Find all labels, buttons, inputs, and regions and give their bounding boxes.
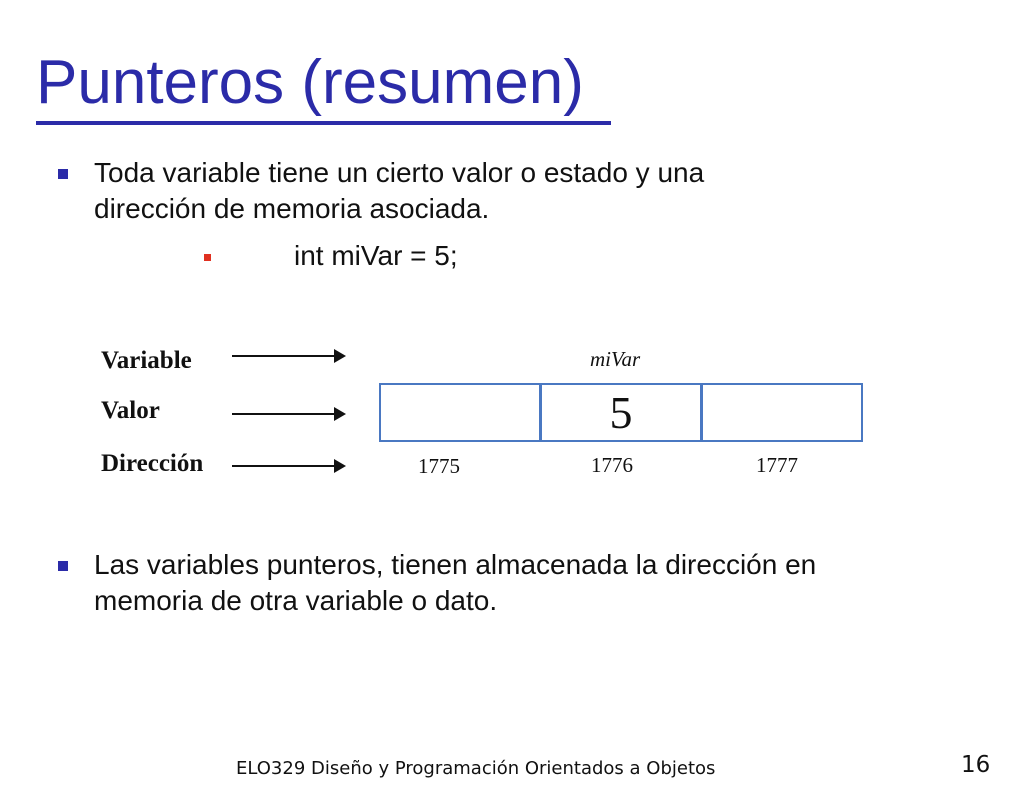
bullet-text-1: [94, 155, 704, 227]
sub-bullet-text: int miVar = 5;: [294, 240, 458, 271]
memory-cell-1777: [701, 383, 863, 442]
memory-cell-1775: [379, 383, 541, 442]
arrow-valor: [232, 413, 344, 415]
memory-cell-1776: 5: [540, 383, 702, 442]
bullet-marker: [58, 561, 68, 571]
bullet-2-line-1: Las variables punteros, tienen almacenada la dirección en: [94, 549, 817, 580]
variable-name: miVar: [590, 347, 641, 371]
slide-title: Punteros (resumen): [36, 48, 584, 117]
arrow-direccion: [232, 465, 344, 467]
label-direccion: Dirección: [101, 450, 204, 477]
bullet-1-line-2: dirección de memoria asociada.: [94, 193, 490, 224]
address-label-1777: 1777: [756, 453, 798, 477]
bullet-marker: [58, 169, 68, 179]
bullet-text-2: [94, 547, 816, 619]
address-label-1775: 1775: [418, 454, 460, 478]
title-underline: [36, 121, 611, 125]
footer-course: ELO329 Diseño y Programación Orientados a Objetos: [236, 758, 716, 779]
sub-bullet-marker: [204, 254, 211, 261]
page-number: 16: [961, 752, 991, 778]
address-label-1776: 1776: [591, 453, 633, 477]
label-variable: Variable: [101, 347, 192, 374]
label-valor: Valor: [101, 397, 160, 424]
bullet-2-line-2: memoria de otra variable o dato.: [94, 585, 498, 616]
arrow-variable: [232, 355, 344, 357]
bullet-1-line-1: Toda variable tiene un cierto valor o estado y una: [94, 157, 705, 188]
